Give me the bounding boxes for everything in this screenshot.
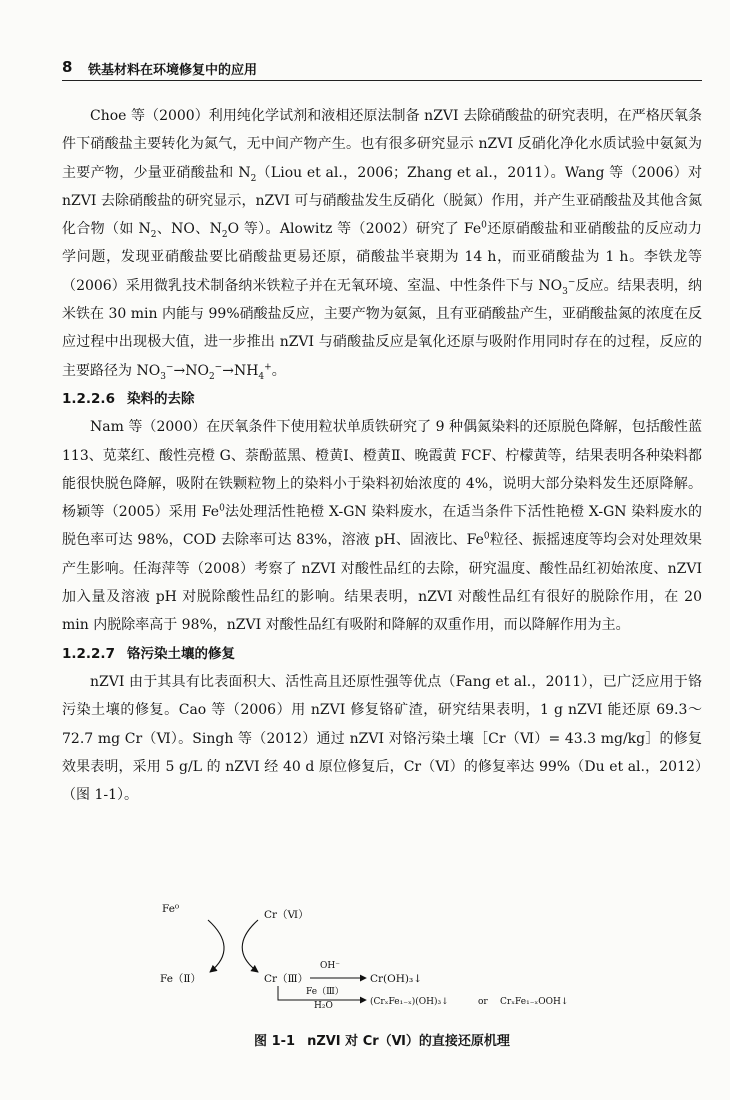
cr6-label: Cr（Ⅵ）	[264, 909, 309, 921]
paragraph-nitrate: Choe 等（2000）利用纯化学试剂和液相还原法制备 nZVI 去除硝酸盐的研究表明，在严格厌氧条件下硝酸盐主要转化为氮气，无中间产物产生。也有很多研究显示 nZVI 反硝化净化水质试验中氨氮为主要产物，少量亚硝酸盐和 $N_2(Liou$ et al.，2006；Zhang et al.，2011）。Wang 等（2006）对 nZVI 去除硝酸盐的研究显示，nZVI 可与硝酸盐发生反硝化（脱氮）作用，并产生亚硝酸盐及其他含氮化合物（如 $N_2$、NO、$N_2O$ 等）。Alowitz 等（2002）研究了 Fe$^0$还原硝酸盐和亚硝酸盐的反应动力学问题，发现亚硝酸盐要比硝酸盐更易还原，硝酸盐半衰期为 14 h，而亚硝酸盐为 1 h。李铁龙等（2006）采用微乳技术制备纳米铁粒子并在无氧环境、室温、中性条件下与 $NO_3^-$反应。结果表明，纳米铁在 30 min 内能与 99%硝酸盐反应，主要产物为氨氮，且有亚硝酸盐产生，亚硝酸盐氮的浓度在反应过程中出现极大值，进一步推出 nZVI 与硝酸盐反应是氧化还原与吸附作用同时存在的过程，反应的主要路径为 $NO_3^-\to NO_2^-\to NH_4^+$。	[62, 108, 703, 382]
croh3-label: Cr(OH)₃↓	[370, 973, 423, 985]
oxyhydroxide-label: CrₓFe₁₋ₓOOH↓	[500, 997, 569, 1007]
hydroxide-label: OH⁻	[320, 961, 340, 971]
mixed-hydroxide-label: (CrₓFe₁₋ₓ)(OH)₃↓	[370, 997, 449, 1007]
figure-caption-text: nZVI 对 Cr（Ⅵ）的直接还原机理	[307, 1034, 510, 1049]
page-number: 8	[62, 58, 73, 76]
cr3-label: Cr（Ⅲ）	[264, 973, 309, 985]
paragraph-dyes: Nam 等（2000）在厌氧条件下使用粒状单质铁研究了 9 种偶氮染料的还原脱色降解，包括酸性蓝 113、苋菜红、酸性亮橙 G、萘酚蓝黑、橙黄Ⅰ、橙黄Ⅱ、晚霞黄 FCF、柠檬黄等，结果表明各种染料都能很快脱色降解，吸附在铁颗粒物上的染料小于染料初始浓度的 4%，说明大部分染料发生还原降解。杨颖等（2005）采用 Fe$^0$法处理活性艳橙 X-GN 染料废水，在适当条件下活性艳橙 X-GN 染料废水的脱色率可达 98%，COD 去除率可达 83%，溶液 pH、固液比、Fe$^0$粒径、振摇速度等均会对处理效果产生影响。任海萍等（2008）考察了 nZVI 对酸性品红的去除，研究温度、酸性品红初始浓度、nZVI 加入量及溶液 pH 对脱除酸性品红的影响。结果表明，nZVI 对酸性品红有很好的脱除作用，在 20 min 内脱除率高于 98%，nZVI 对酸性品红有吸附和降解的双重作用，而以降解作用为主。	[62, 419, 702, 634]
water-label: H₂O	[314, 1001, 333, 1008]
cr-reduction-arrow	[242, 920, 258, 972]
body-text	[62, 102, 702, 809]
fe-oxidation-arrow	[208, 920, 224, 972]
header-rule	[62, 80, 702, 81]
mechanism-figure	[160, 898, 620, 1008]
fe0-label: Fe⁰	[162, 903, 180, 915]
or-label: or	[478, 997, 488, 1007]
fe2-label: Fe（Ⅱ）	[160, 973, 202, 985]
section-heading-chromium: 1.2.2.7 铬污染土壤的修复	[62, 645, 235, 662]
paragraph-chromium: nZVI 由于其具有比表面积大、活性高且还原性强等优点（Fang et al.，2011），已广泛应用于铬污染土壤的修复。Cao 等（2006）用 nZVI 修复铬矿渣，研究结果表明，1 g nZVI 能还原 69.3～72.7 mg Cr（Ⅵ）。Singh 等（2012）通过 nZVI 对铬污染土壤［Cr（Ⅵ）= 43.3 mg/kg］的修复效果表明，采用 5 g/L 的 nZVI 经 40 d 原位修复后，Cr（Ⅵ）的修复率达 99%（Du et al.，2012）（图 1-1）。	[62, 673, 702, 804]
fe3-label: Fe（Ⅲ）	[306, 987, 344, 997]
mechanism-diagram	[160, 898, 620, 1008]
running-header	[62, 56, 702, 80]
running-title: 铁基材料在环境修复中的应用	[88, 63, 258, 78]
figure-number: 图 1-1	[254, 1034, 296, 1049]
figure-caption	[62, 1030, 702, 1049]
section-heading-dyes: 1.2.2.6 染料的去除	[62, 390, 195, 407]
